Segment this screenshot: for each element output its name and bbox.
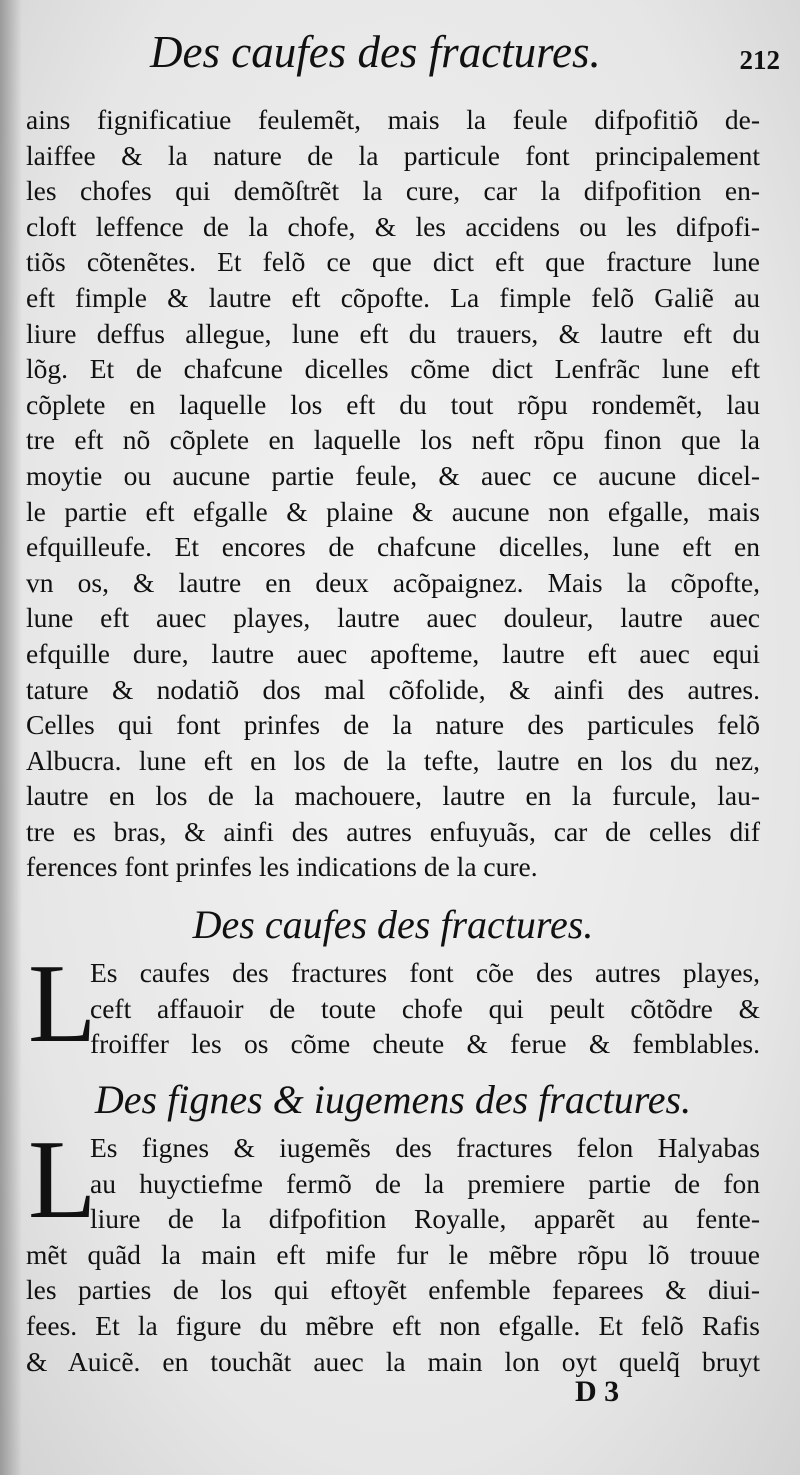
text-line: les chofes qui demõſtrẽt la cure, car la difpofition en- <box>26 175 760 207</box>
text-line: cloft leffence de la chofe, & les accidens ou les difpofi- <box>26 210 760 242</box>
text-line: tre eft nõ cõplete en laquelle los neft rõpu finon que la <box>26 424 760 456</box>
text-line: Celles qui font prinfes de la nature des particules felõ <box>26 709 760 741</box>
text-line: moytie ou aucune partie feule, & auec ce aucune dicel- <box>26 459 760 491</box>
text-line: lõg. Et de chafcune dicelles cõme dict Lenfrãc lune eft <box>26 353 760 385</box>
section-heading-causes: Des caufes des fractures. <box>192 902 594 947</box>
signature-mark: D 3 <box>575 1375 620 1408</box>
drop-cap: L <box>28 1118 97 1242</box>
text-line: liure de la difpofition Royalle, apparẽt au fente- <box>90 1203 760 1235</box>
paragraph-1 <box>26 102 760 885</box>
text-line: lune eft auec playes, lautre auec douleur, lautre auec <box>26 602 760 634</box>
page-number: 212 <box>739 45 780 75</box>
text-line: froiffer les os cõme cheute & ferue & femblables. <box>90 1028 760 1060</box>
running-head: Des caufes des fractures. <box>150 27 601 77</box>
section-heading-signs: Des fignes & iugemens des fractures. <box>94 1077 692 1122</box>
text-line: tiõs cõtenẽtes. Et felõ ce que dict eft que fracture lune <box>26 246 760 278</box>
text-line: tature & nodatiõ dos mal cõfolide, & ainfi des autres. <box>26 673 760 705</box>
text-line: ferences font prinfes les indications de la cure. <box>26 851 538 883</box>
text-line: le partie eft efgalle & plaine & aucune non efgalle, mais <box>26 495 760 527</box>
text-line: efquilleufe. Et encores de chafcune dicelles, lune eft en <box>26 531 760 563</box>
text-line: Es caufes des fractures font cõe des autres playes, <box>90 957 760 988</box>
text-line: au huyctiefme fermõ de la premiere partie de fon <box>90 1167 760 1199</box>
text-line: Albucra. lune eft en los de la tefte, lautre en los du nez, <box>26 744 760 776</box>
paragraph-2 <box>90 955 760 1062</box>
text-line: & Auicẽ. en touchãt auec la main lon oyt quelq̃ bruyt <box>26 1345 760 1377</box>
text-line: liure deffus allegue, lune eft du trauers, & lautre eft du <box>26 317 760 349</box>
text-line: tre es bras, & ainfi des autres enfuyuãs, car de celles dif <box>26 815 760 847</box>
text-line: fees. Et la figure du mẽbre eft non efgalle. Et felõ Rafis <box>26 1309 760 1341</box>
text-line: efquille dure, lautre auec apofteme, lautre eft auec equi <box>26 637 760 669</box>
text-line: Es fignes & iugemẽs des fractures felon Halyabas <box>90 1132 760 1163</box>
text-line: ceft affauoir de toute chofe qui peult cõtõdre & <box>90 992 760 1024</box>
gutter-shadow <box>0 0 22 1475</box>
paragraph-3 <box>26 1237 760 1379</box>
paragraph-3-indented <box>90 1130 760 1237</box>
text-line: laiffee & la nature de la particule font principalement <box>26 139 760 171</box>
text-line: vn os, & lautre en deux acõpaignez. Mais la cõpofte, <box>26 566 760 598</box>
text-line: cõplete en laquelle los eft du tout rõpu rondemẽt, lau <box>26 388 760 420</box>
text-line: ains fignificatiue feulemẽt, mais la feule difpofitiõ de- <box>26 104 760 135</box>
text-line: eft fimple & lautre eft cõpofte. La fimple felõ Galiẽ au <box>26 281 760 313</box>
text-line: mẽt quãd la main eft mife fur le mẽbre rõpu lõ trouue <box>26 1238 760 1270</box>
text-line: lautre en los de la machouere, lautre en la furcule, lau- <box>26 780 760 812</box>
text-line: les parties de los qui eftoyẽt enfemble feparees & diui- <box>26 1274 760 1306</box>
drop-cap: L <box>28 942 97 1066</box>
